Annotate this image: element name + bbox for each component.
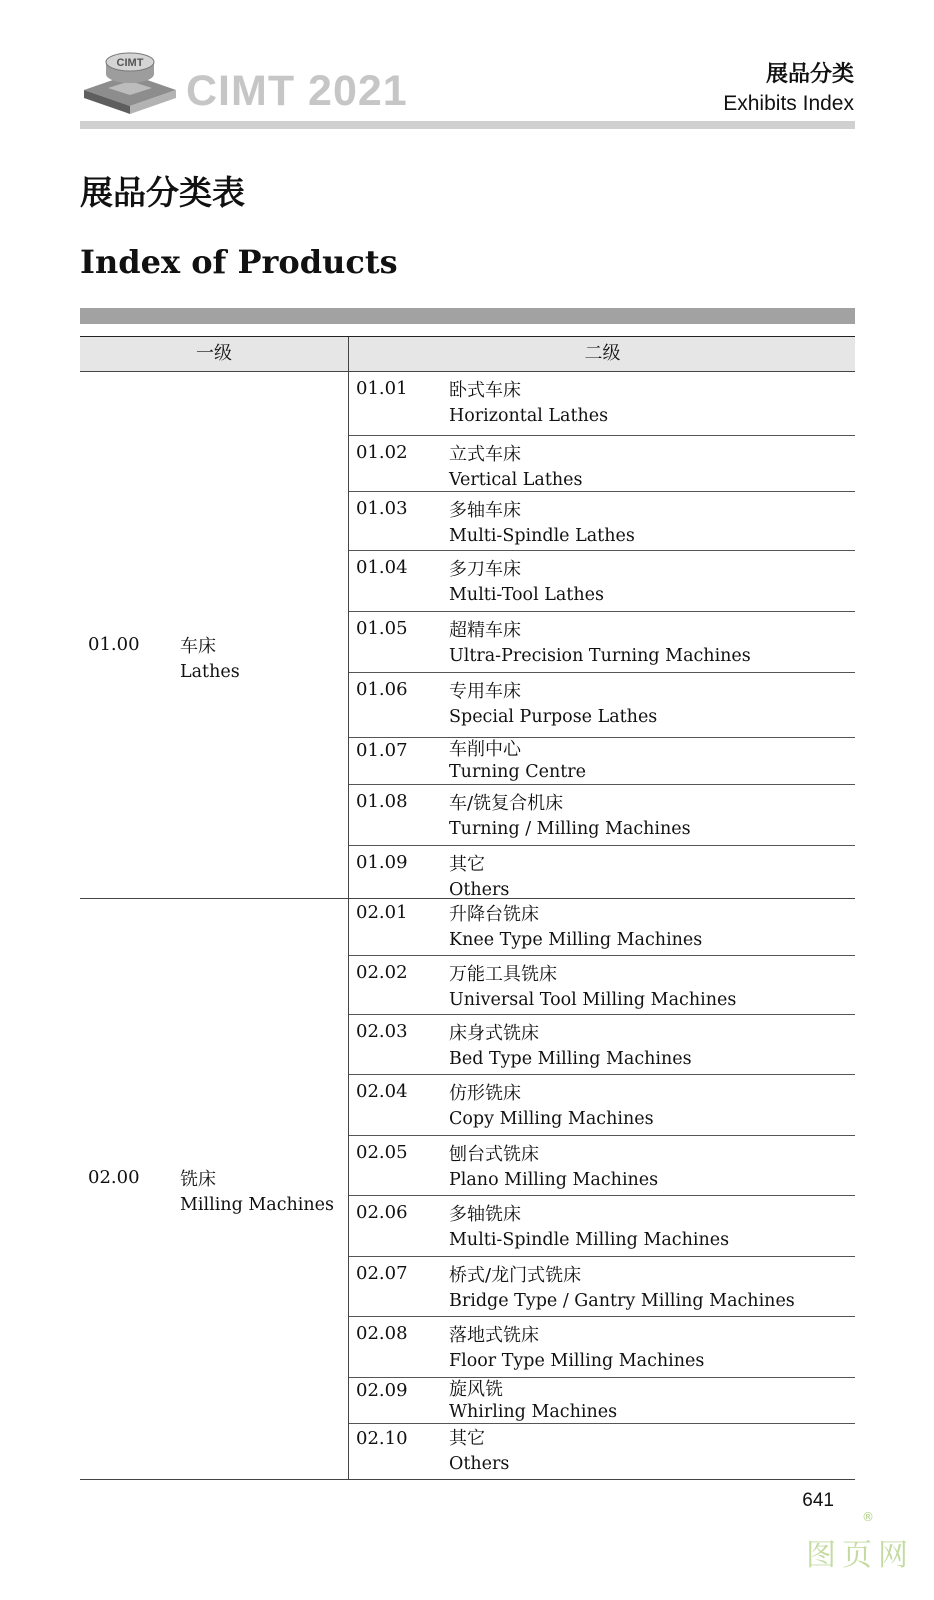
subcategory-code: 01.01 (356, 378, 408, 399)
page-number: 641 (802, 1490, 834, 1511)
section-title-en: Exhibits Index (723, 92, 854, 115)
subcategory-name-cn: 多刀车床 (449, 559, 521, 580)
subcategory-code: 02.08 (356, 1323, 408, 1344)
subcategory-name-cn: 刨台式铣床 (449, 1144, 539, 1165)
subcategory-row (349, 784, 855, 845)
subcategory-row (349, 955, 855, 1014)
subcategory-row (349, 611, 855, 672)
subcategory-code: 02.02 (356, 962, 408, 983)
subcategory-name-cn: 万能工具铣床 (449, 964, 557, 985)
subcategory-code: 02.07 (356, 1263, 408, 1284)
subcategory-name-cn: 床身式铣床 (449, 1023, 539, 1044)
subcategory-name-cn: 专用车床 (449, 681, 521, 702)
subcategory-name-cn: 桥式/龙门式铣床 (449, 1265, 582, 1286)
subcategory-name-en: Turning / Milling Machines (449, 818, 691, 839)
subcategory-name-en: Others (449, 1453, 510, 1474)
category-group-milling-machines (80, 899, 855, 1480)
subcategory-name-en: Special Purpose Lathes (449, 706, 658, 727)
subcategory-name-cn: 旋风铣 (449, 1379, 503, 1400)
subcategory-name-en: Ultra-Precision Turning Machines (449, 645, 751, 666)
cimt-logo-icon (80, 52, 180, 116)
subcategory-code: 01.05 (356, 618, 408, 639)
category-name-en: Milling Machines (180, 1195, 334, 1216)
subcategory-code: 01.07 (356, 740, 408, 761)
subcategory-code: 02.06 (356, 1202, 408, 1223)
category-name-en: Lathes (180, 662, 240, 683)
subcategory-row (349, 1316, 855, 1377)
subcategory-row (349, 672, 855, 737)
site-watermark: 图页网 (806, 1538, 914, 1573)
subcategory-code: 02.09 (356, 1380, 408, 1401)
category-group-lathes (80, 372, 855, 899)
category-code: 02.00 (88, 1167, 140, 1188)
category-name-cn: 车床 (180, 636, 216, 657)
subcategory-code: 01.08 (356, 791, 408, 812)
subcategory-code: 02.03 (356, 1021, 408, 1042)
product-index-table (80, 336, 855, 1480)
subcategory-code: 02.04 (356, 1081, 408, 1102)
category-cell (80, 372, 348, 898)
subcategory-code: 01.06 (356, 679, 408, 700)
subcategory-name-cn: 立式车床 (449, 444, 521, 465)
subcategory-name-en: Multi-Spindle Lathes (449, 525, 635, 546)
subcategory-name-en: Plano Milling Machines (449, 1169, 659, 1190)
subcategory-row (349, 1135, 855, 1195)
subcategory-name-cn: 升降台铣床 (449, 904, 539, 925)
subcategory-name-cn: 车/铣复合机床 (449, 793, 564, 814)
subcategory-name-en: Bed Type Milling Machines (449, 1048, 692, 1069)
category-code: 01.00 (88, 634, 140, 655)
column-header-level1: 一级 (196, 343, 232, 364)
subcategory-row (349, 737, 855, 784)
subcategory-name-cn: 车削中心 (449, 739, 521, 760)
category-cell (80, 899, 348, 1479)
subcategory-row (349, 491, 855, 550)
section-title-cn: 展品分类 (765, 62, 854, 87)
subcategory-name-en: Floor Type Milling Machines (449, 1350, 705, 1371)
page-title-en: Index of Products (80, 243, 398, 281)
registered-mark: ® (862, 1510, 874, 1524)
subcategory-name-cn: 多轴车床 (449, 500, 521, 521)
subcategory-row (349, 1256, 855, 1316)
subcategory-code: 01.02 (356, 442, 408, 463)
subcategory-name-cn: 落地式铣床 (449, 1325, 539, 1346)
table-header (80, 336, 855, 372)
subcategory-row (349, 372, 855, 435)
title-divider-bar (80, 308, 855, 324)
header-divider (80, 121, 855, 129)
subcategory-name-cn: 超精车床 (449, 620, 521, 641)
subcategory-code: 01.04 (356, 557, 408, 578)
subcategory-row (349, 435, 855, 491)
subcategory-row (349, 899, 855, 955)
subcategory-row (349, 1195, 855, 1256)
subcategory-code: 01.03 (356, 498, 408, 519)
subcategory-name-en: Turning Centre (449, 762, 586, 783)
subcategory-row (349, 1423, 855, 1479)
subcategory-row (349, 1074, 855, 1135)
subcategory-row (349, 1377, 855, 1423)
page-header (0, 0, 934, 140)
page-title-cn: 展品分类表 (80, 173, 245, 212)
subcategory-code: 02.05 (356, 1142, 408, 1163)
subcategory-name-en: Knee Type Milling Machines (449, 929, 703, 950)
subcategory-name-cn: 卧式车床 (449, 380, 521, 401)
subcategory-name-en: Vertical Lathes (449, 469, 583, 490)
subcategory-name-cn: 其它 (449, 854, 485, 875)
subcategory-row (349, 1014, 855, 1074)
category-name-cn: 铣床 (180, 1169, 216, 1190)
brand-title: CIMT 2021 (186, 67, 408, 115)
subcategory-name-en: Copy Milling Machines (449, 1108, 654, 1129)
subcategory-name-cn: 其它 (449, 1428, 485, 1449)
subcategory-name-en: Horizontal Lathes (449, 405, 609, 426)
subcategory-code: 02.10 (356, 1428, 408, 1449)
subcategory-code: 02.01 (356, 902, 408, 923)
subcategory-name-en: Others (449, 879, 510, 900)
logo-text: CIMT (116, 57, 144, 69)
subcategory-name-en: Multi-Spindle Milling Machines (449, 1229, 730, 1250)
column-header-level2: 二级 (348, 337, 856, 371)
subcategory-name-en: Universal Tool Milling Machines (449, 989, 737, 1010)
subcategory-name-en: Whirling Machines (449, 1402, 618, 1423)
subcategory-name-cn: 仿形铣床 (449, 1083, 521, 1104)
subcategory-row (349, 550, 855, 611)
subcategory-row (349, 845, 855, 898)
subcategory-code: 01.09 (356, 852, 408, 873)
subcategory-name-en: Multi-Tool Lathes (449, 584, 604, 605)
subcategory-name-cn: 多轴铣床 (449, 1204, 521, 1225)
subcategory-name-en: Bridge Type / Gantry Milling Machines (449, 1290, 795, 1311)
